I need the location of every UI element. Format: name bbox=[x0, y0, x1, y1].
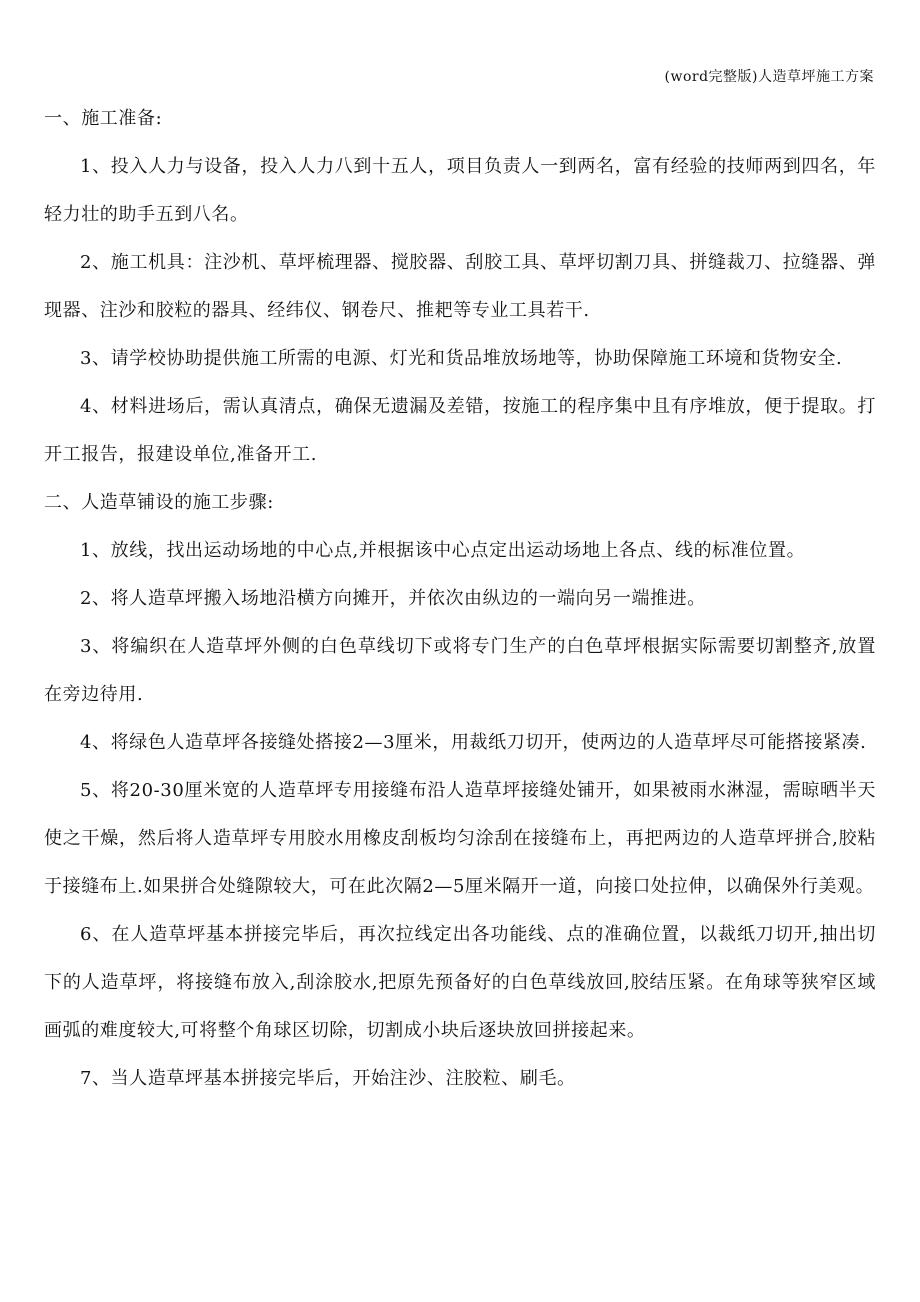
paragraph: 1、投入人力与设备，投入人力八到十五人，项目负责人一到两名，富有经验的技师两到四名，年轻力壮的助手五到八名。 bbox=[44, 156, 876, 225]
section-preparation bbox=[44, 95, 876, 479]
paragraph: 3、将编织在人造草坪外侧的白色草线切下或将专门生产的白色草坪根据实际需要切割整齐,放置在旁边待用. bbox=[44, 636, 876, 705]
paragraph: 7、当人造草坪基本拼接完毕后，开始注沙、注胶粒、刷毛。 bbox=[80, 1068, 576, 1089]
paragraph: 6、在人造草坪基本拼接完毕后，再次拉线定出各功能线、点的准确位置，以裁纸刀切开,抽出切下的人造草坪，将接缝布放入,刮涂胶水,把原先预备好的白色草线放回,胶结压紧。在角球等狭窄区域画弧的难度较大,可将整个角球区切除，切割成小块后逐块放回拼接起来。 bbox=[44, 924, 876, 1041]
section-heading: 一、施工准备: bbox=[44, 108, 163, 129]
paragraph: 2、将人造草坪搬入场地沿横方向摊开，并依次由纵边的一端向另一端推进。 bbox=[80, 588, 706, 609]
running-header: (word完整版)人造草坪施工方案 bbox=[664, 69, 874, 85]
document-body bbox=[44, 95, 876, 1103]
paragraph: 2、施工机具：注沙机、草坪梳理器、搅胶器、刮胶工具、草坪切割刀具、拼缝裁刀、拉缝器、弹现器、注沙和胶粒的器具、经纬仪、钢卷尺、推耙等专业工具若干. bbox=[44, 252, 876, 321]
paragraph: 3、请学校协助提供施工所需的电源、灯光和货品堆放场地等，协助保障施工环境和货物安全. bbox=[80, 348, 843, 369]
paragraph: 5、将20-30厘米宽的人造草坪专用接缝布沿人造草坪接缝处铺开，如果被雨水淋湿，需晾晒半天使之干燥，然后将人造草坪专用胶水用橡皮刮板均匀涂刮在接缝布上，再把两边的人造草坪拼合,胶粘于接缝布上.如果拼合处缝隙较大，可在此次隔2—5厘米隔开一道，向接口处拉伸，以确保外行美观。 bbox=[44, 780, 876, 897]
section-installation-steps bbox=[44, 479, 876, 1103]
paragraph: 4、将绿色人造草坪各接缝处搭接2—3厘米，用裁纸刀切开，使两边的人造草坪尽可能搭接紧凑. bbox=[80, 732, 867, 753]
paragraph: 4、材料进场后，需认真清点，确保无遗漏及差错，按施工的程序集中且有序堆放，便于提取。打开工报告，报建设单位,准备开工. bbox=[44, 396, 876, 465]
paragraph: 1、放线，找出运动场地的中心点,并根据该中心点定出运动场地上各点、线的标准位置。 bbox=[80, 540, 806, 561]
section-heading: 二、人造草铺设的施工步骤: bbox=[44, 492, 274, 513]
